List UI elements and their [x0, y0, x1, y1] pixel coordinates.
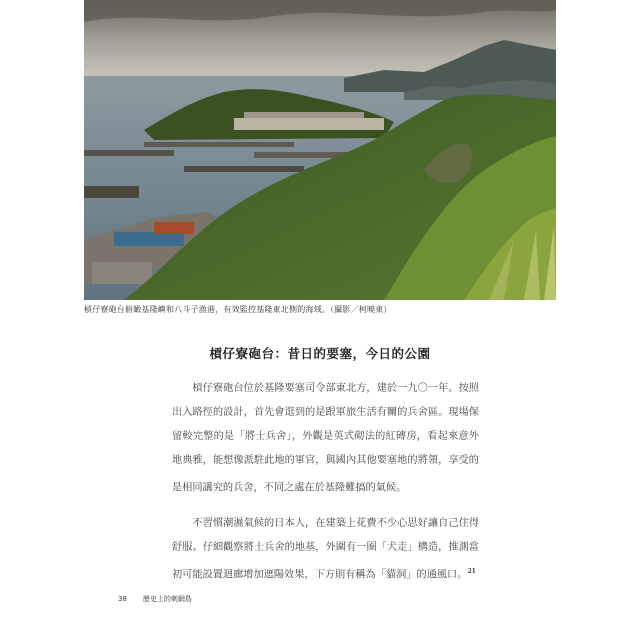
paragraph-1-text: 槓仔寮砲台位於基隆要塞司令部東北方，建於一九〇一年。按照出入路徑的設計，首先會逛到的是跟軍旅生活有關的兵舍區。現場保留較完整的是「將士兵舍」，外觀是英式砌法的紅磚房，看起來意外地典雅，能想像派駐此地的軍官，與國內其他要塞地的將領，享受的是相同講究的兵舍，不同之處在於基隆難搞的氣候。 [172, 383, 479, 494]
paragraph-2-text: 不習慣潮濕氣候的日本人，在建築上花費不少心思好讓自己住得舒服。仔細觀察將士兵舍的地基，外圍有一圈「犬走」構造，推測當初可能設置迴廊增加遮陽效果，下方則有稱為「貓洞」的通風口。 [172, 518, 479, 581]
harbor-photo [84, 0, 556, 300]
paragraph-2 [172, 512, 479, 587]
photo-caption: 槓仔寮砲台俯瞰基隆嶼和八斗子漁港，有效監控基隆東北側的海域。（攝影／柯曉東） [84, 305, 392, 314]
running-title: 歷史上的刺網島 [142, 595, 192, 603]
body-text [172, 377, 479, 600]
footnote-marker-21[interactable]: 21 [467, 568, 476, 576]
paragraph-1 [172, 377, 479, 500]
harbor-photo-illustration [84, 0, 556, 300]
page-footer [118, 594, 208, 604]
section-heading: 槓仔寮砲台：昔日的要塞，今日的公園 [209, 346, 431, 361]
page-number: 38 [118, 595, 127, 603]
